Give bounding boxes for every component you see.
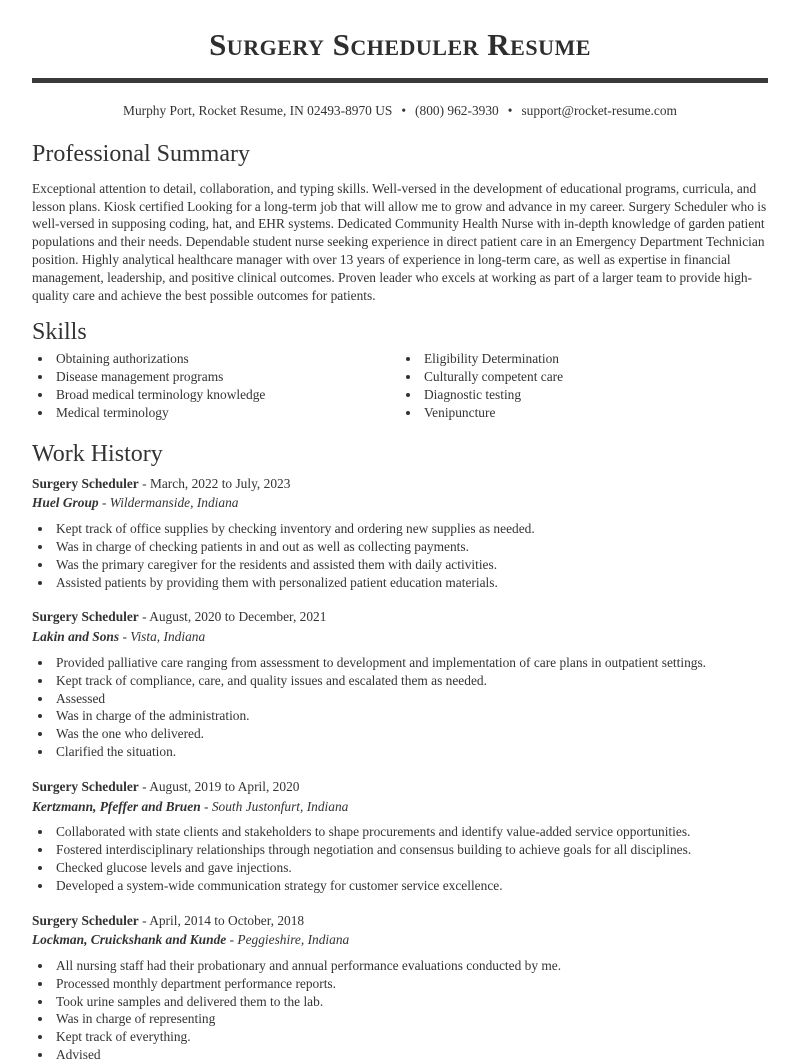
professional-summary-heading: Professional Summary bbox=[32, 140, 250, 167]
job-bullet: • Assisted patients by providing them with personalized patient education materials. bbox=[53, 574, 768, 592]
job-dates: March, 2022 to July, 2023 bbox=[149, 475, 291, 491]
job-bullet: • Clarified the situation. bbox=[53, 743, 768, 761]
skill-item: • Venipuncture bbox=[421, 404, 768, 422]
contact-email: support@rocket-resume.com bbox=[521, 103, 677, 118]
job-title-line bbox=[32, 778, 768, 796]
job-title-separator: - bbox=[142, 609, 147, 625]
job-bullet: • Collaborated with state clients and stakeholders to shape procurements and identify value-added service opportunities. bbox=[53, 823, 768, 841]
work-history-heading: Work History bbox=[32, 440, 163, 467]
job-company-line bbox=[32, 798, 768, 816]
job-bullet-list bbox=[32, 823, 768, 894]
section-work-history bbox=[32, 441, 768, 1064]
job-dates: April, 2014 to October, 2018 bbox=[149, 912, 305, 928]
job-title: Surgery Scheduler bbox=[32, 912, 139, 928]
job-title-line bbox=[32, 608, 768, 626]
contact-line bbox=[32, 102, 768, 120]
job-bullet-list bbox=[32, 520, 768, 591]
skill-item: • Disease management programs bbox=[53, 368, 400, 386]
job-title: Surgery Scheduler bbox=[32, 778, 139, 794]
job-bullet: • Provided palliative care ranging from assessment to development and implementation of care plans in outpatient settings. bbox=[53, 654, 768, 672]
job-bullet: • Fostered interdisciplinary relationships through negotiation and consensus building to achieve goals for all disciplines. bbox=[53, 841, 768, 859]
section-professional-summary bbox=[32, 141, 768, 305]
contact-separator: • bbox=[507, 103, 513, 118]
job-title-line bbox=[32, 912, 768, 930]
skills-column-right bbox=[400, 350, 768, 421]
job-location: Peggieshire, Indiana bbox=[237, 932, 350, 948]
skill-item: • Diagnostic testing bbox=[421, 386, 768, 404]
job-bullet: • Took urine samples and delivered them to the lab. bbox=[53, 993, 768, 1011]
job-bullet: • Kept track of compliance, care, and quality issues and escalated them as needed. bbox=[53, 672, 768, 690]
job-entry bbox=[32, 778, 768, 895]
job-bullet: • Kept track of office supplies by checking inventory and ordering new supplies as needed. bbox=[53, 520, 768, 538]
job-company: Lockman, Cruickshank and Kunde bbox=[32, 932, 227, 948]
job-company-separator: - bbox=[204, 798, 209, 814]
job-title-separator: - bbox=[142, 912, 147, 928]
job-entry bbox=[32, 608, 768, 760]
skills-list-left bbox=[32, 350, 400, 421]
job-bullet: • Developed a system-wide communication strategy for customer service excellence. bbox=[53, 877, 768, 895]
job-bullet: • Was in charge of the administration. bbox=[53, 707, 768, 725]
job-company: Huel Group bbox=[32, 495, 99, 511]
job-company-separator: - bbox=[101, 495, 107, 511]
job-company-line bbox=[32, 931, 768, 949]
job-bullet: • Processed monthly department performance reports. bbox=[53, 975, 768, 993]
job-title-line bbox=[32, 475, 768, 493]
job-title-separator: - bbox=[142, 475, 147, 491]
job-bullet-list bbox=[32, 654, 768, 761]
skills-heading: Skills bbox=[32, 319, 87, 346]
job-company: Lakin and Sons bbox=[32, 629, 120, 645]
job-bullet: • All nursing staff had their probationary and annual performance evaluations conducted by me. bbox=[53, 957, 768, 975]
job-bullet: • Was the one who delivered. bbox=[53, 725, 768, 743]
skill-item: • Eligibility Determination bbox=[421, 350, 768, 368]
job-location: South Justonfurt, Indiana bbox=[211, 798, 349, 814]
section-skills bbox=[32, 319, 768, 421]
job-company-line bbox=[32, 494, 768, 512]
job-company-separator: - bbox=[122, 629, 127, 645]
job-bullet: • Was in charge of checking patients in and out as well as collecting payments. bbox=[53, 538, 768, 556]
job-title: Surgery Scheduler bbox=[32, 609, 139, 625]
job-company: Kertzmann, Pfeffer and Bruen bbox=[32, 798, 201, 814]
professional-summary-text: Exceptional attention to detail, collaboration, and typing skills. Well-versed in the development of educational programs, curricula, and lesson plans. Kiosk certified Looking for a long-term job that will allow me to grow and advance in my career. Surgery Scheduler who is well-versed in supposing coding, hat, and EHR systems. Dedicated Community Health Nurse with in-depth knowledge of garden patient populations and their needs. Dependable student nurse seeking experience in direct patient care in an Emergency Department Technician position. Highly analytical healthcare manager with over 13 years of experience in long-term care, as well as expertise in financial management, leadership, and positive clinical outcomes. Proven leader who excels at working as part of a larger team to provide high-quality care and achieve the best possible outcomes for patients. bbox=[32, 180, 767, 303]
job-bullet: • Advised bbox=[53, 1046, 768, 1064]
skills-columns bbox=[32, 350, 768, 421]
job-bullet: • Kept track of everything. bbox=[53, 1028, 768, 1046]
skills-column-left bbox=[32, 350, 400, 421]
job-title: Surgery Scheduler bbox=[32, 475, 139, 491]
job-title-separator: - bbox=[142, 778, 147, 794]
job-company-separator: - bbox=[229, 932, 235, 948]
skill-item: • Obtaining authorizations bbox=[53, 350, 400, 368]
job-dates: August, 2020 to December, 2021 bbox=[149, 609, 327, 625]
contact-phone: (800) 962-3930 bbox=[415, 103, 499, 118]
job-entry bbox=[32, 912, 768, 1064]
job-company-line bbox=[32, 628, 768, 646]
job-bullet: • Was the primary caregiver for the residents and assisted them with daily activities. bbox=[53, 556, 768, 574]
skill-item: • Broad medical terminology knowledge bbox=[53, 386, 400, 404]
job-bullet: • Was in charge of representing bbox=[53, 1010, 768, 1028]
contact-separator: • bbox=[401, 103, 407, 118]
contact-address: Murphy Port, Rocket Resume, IN 02493-8970 US bbox=[123, 103, 393, 118]
job-bullet-list bbox=[32, 957, 768, 1064]
job-entry bbox=[32, 475, 768, 592]
title-divider-rule bbox=[32, 78, 768, 83]
skill-item: • Medical terminology bbox=[53, 404, 400, 422]
skill-item: • Culturally competent care bbox=[421, 368, 768, 386]
page-title: Surgery Scheduler Resume bbox=[209, 27, 591, 62]
job-location: Wildermanside, Indiana bbox=[109, 495, 239, 511]
job-location: Vista, Indiana bbox=[130, 629, 206, 645]
skills-list-right bbox=[400, 350, 768, 421]
job-bullet: • Assessed bbox=[53, 690, 768, 708]
job-bullet: • Checked glucose levels and gave injections. bbox=[53, 859, 768, 877]
job-dates: August, 2019 to April, 2020 bbox=[149, 778, 300, 794]
